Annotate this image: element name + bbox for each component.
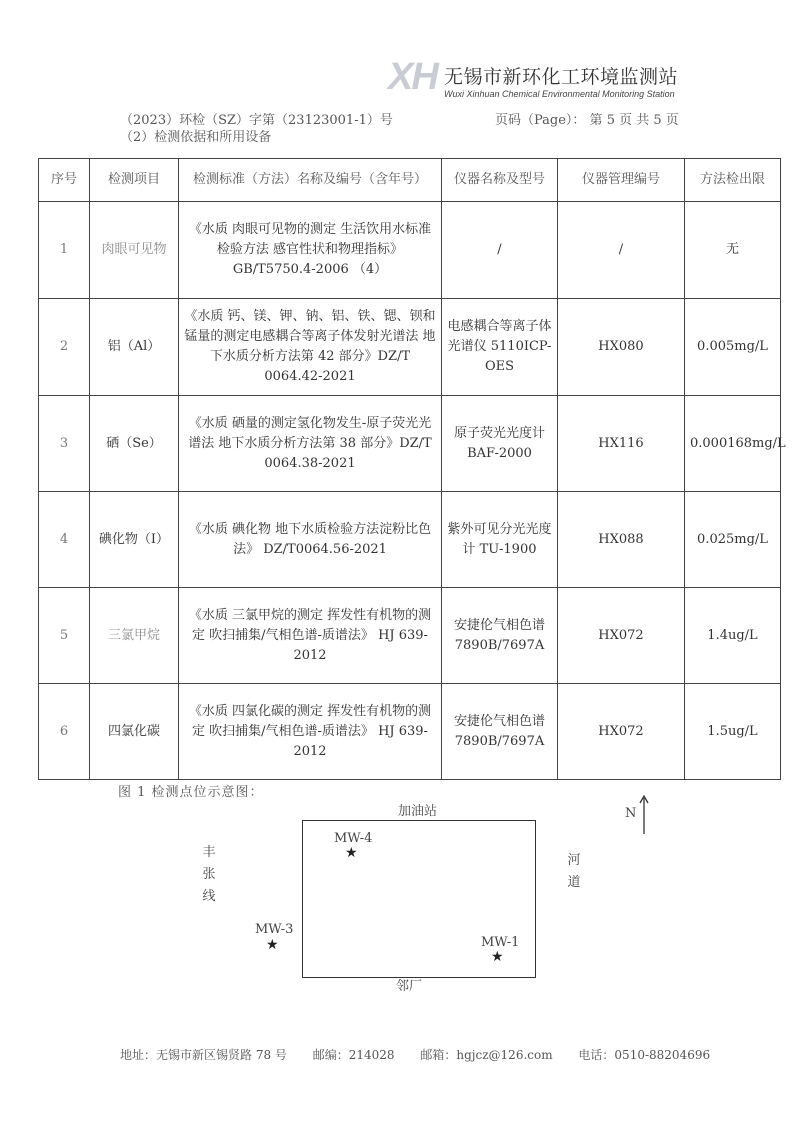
col-header-instrument: 仪器名称及型号 bbox=[442, 159, 558, 202]
row-instrument: 安捷伦气相色谱 7890B/7697A bbox=[442, 684, 558, 780]
point-mw3-star-icon: ★ bbox=[266, 937, 279, 953]
map-label-left: 丰张线 bbox=[202, 845, 216, 904]
row-mgmt-no: / bbox=[558, 202, 685, 299]
row-mgmt-no: HX072 bbox=[558, 588, 685, 684]
org-name-en: Wuxi Xinhuan Chemical Environmental Monitoring Station bbox=[444, 89, 675, 99]
row-no: 3 bbox=[39, 396, 90, 492]
section-title: （2）检测依据和所用设备 bbox=[120, 130, 272, 145]
row-standard: 《水质 四氯化碳的测定 挥发性有机物的测定 吹扫捕集/气相色谱-质谱法》 HJ 639-2012 bbox=[179, 684, 442, 780]
row-instrument: 紫外可见分光光度计 TU-1900 bbox=[442, 492, 558, 588]
row-mgmt-no: HX072 bbox=[558, 684, 685, 780]
row-no: 1 bbox=[39, 202, 90, 299]
row-limit: 无 bbox=[685, 202, 781, 299]
point-label-mw1: MW-1 bbox=[481, 935, 520, 950]
row-no: 5 bbox=[39, 588, 90, 684]
row-item: 铝（Al） bbox=[90, 299, 179, 396]
row-instrument: / bbox=[442, 202, 558, 299]
point-label-mw4: MW-4 bbox=[334, 831, 373, 846]
north-arrow-icon bbox=[637, 794, 651, 834]
row-limit: 1.4ug/L bbox=[685, 588, 781, 684]
row-standard: 《水质 碘化物 地下水质检验方法淀粉比色法》 DZ/T0064.56-2021 bbox=[179, 492, 442, 588]
logo-mark: XH bbox=[388, 56, 437, 98]
row-instrument: 原子荧光光度计 BAF-2000 bbox=[442, 396, 558, 492]
map-label-right: 河道 bbox=[567, 853, 581, 890]
row-mgmt-no: HX080 bbox=[558, 299, 685, 396]
row-no: 4 bbox=[39, 492, 90, 588]
table-row bbox=[39, 492, 781, 588]
col-header-limit: 方法检出限 bbox=[685, 159, 781, 202]
table-row bbox=[39, 588, 781, 684]
row-standard: 《水质 硒量的测定氢化物发生-原子荧光光谱法 地下水质分析方法第 38 部分》DZ/T 0064.38-2021 bbox=[179, 396, 442, 492]
figure-title: 图 1 检测点位示意图： bbox=[118, 785, 264, 800]
row-mgmt-no: HX088 bbox=[558, 492, 685, 588]
row-standard: 《水质 钙、镁、钾、钠、铝、铁、锶、钡和锰量的测定电感耦合等离子体发射光谱法 地下水质分析方法第 42 部分》DZ/T 0064.42-2021 bbox=[179, 299, 442, 396]
report-number: （2023）环检（SZ）字第（23123001-1）号 bbox=[120, 113, 393, 128]
col-header-no: 序号 bbox=[39, 159, 90, 202]
point-label-mw3: MW-3 bbox=[255, 922, 294, 937]
footer-email: 邮箱：hgjcz@126.com bbox=[420, 1048, 553, 1062]
row-item: 肉眼可见物 bbox=[90, 202, 179, 299]
col-header-standard: 检测标准（方法）名称及编号（含年号） bbox=[179, 159, 442, 202]
row-limit: 0.005mg/L bbox=[685, 299, 781, 396]
footer-phone: 电话：0510-88204696 bbox=[578, 1048, 711, 1062]
map-label-top: 加油站 bbox=[398, 804, 438, 819]
row-standard: 《水质 肉眼可见物的测定 生活饮用水标准检验方法 感官性状和物理指标》 GB/T5750.4-2006 （4） bbox=[179, 202, 442, 299]
row-item: 碘化物（I） bbox=[90, 492, 179, 588]
col-header-item: 检测项目 bbox=[90, 159, 179, 202]
table-row bbox=[39, 684, 781, 780]
row-instrument: 电感耦合等离子体光谱仪 5110ICP-OES bbox=[442, 299, 558, 396]
row-no: 6 bbox=[39, 684, 90, 780]
north-label: N bbox=[625, 806, 637, 821]
map-label-bottom: 邻厂 bbox=[396, 979, 423, 994]
row-mgmt-no: HX116 bbox=[558, 396, 685, 492]
row-item: 硒（Se） bbox=[90, 396, 179, 492]
org-name-cn: 无锡市新环化工环境监测站 bbox=[444, 66, 679, 88]
row-item: 四氯化碳 bbox=[90, 684, 179, 780]
point-mw1-star-icon: ★ bbox=[491, 949, 504, 965]
table-row bbox=[39, 202, 781, 299]
table-header-row bbox=[39, 159, 781, 202]
row-standard: 《水质 三氯甲烷的测定 挥发性有机物的测定 吹扫捕集/气相色谱-质谱法》 HJ 639-2012 bbox=[179, 588, 442, 684]
table-row bbox=[39, 299, 781, 396]
col-header-mgmt-no: 仪器管理编号 bbox=[558, 159, 685, 202]
station-logo bbox=[388, 52, 688, 112]
row-limit: 1.5ug/L bbox=[685, 684, 781, 780]
method-equipment-table bbox=[38, 158, 786, 780]
footer-contact bbox=[120, 1046, 732, 1063]
row-no: 2 bbox=[39, 299, 90, 396]
page-info: 页码（Page）： 第 5 页 共 5 页 bbox=[495, 113, 679, 128]
row-limit: 0.025mg/L bbox=[685, 492, 781, 588]
footer-postcode: 邮编：214028 bbox=[312, 1048, 395, 1062]
point-mw4-star-icon: ★ bbox=[345, 845, 358, 861]
row-limit: 0.000168mg/L bbox=[685, 396, 781, 492]
footer-address: 地址：无锡市新区锡贤路 78 号 bbox=[120, 1048, 287, 1062]
row-instrument: 安捷伦气相色谱 7890B/7697A bbox=[442, 588, 558, 684]
row-item: 三氯甲烷 bbox=[90, 588, 179, 684]
table-row bbox=[39, 396, 781, 492]
